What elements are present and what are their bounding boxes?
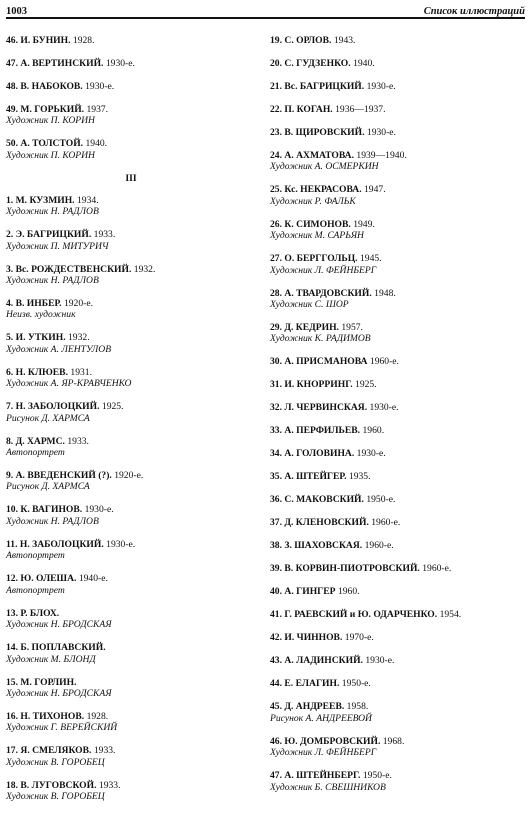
entry-date: 1930-е. [84,504,114,516]
entry-date: 1925. [101,401,124,413]
entry-date: 1957. [341,322,363,334]
entry-date: 1939—1940. [356,150,407,161]
entry-date: 1934. [77,194,99,206]
entry-number: 22. [270,104,282,115]
entry-number: 5. [6,332,14,344]
entry-name: А. ПЕРФИЛЬЕВ. [284,425,361,437]
list-item [270,58,525,69]
list-item [6,711,256,734]
list-item [6,539,256,562]
list-item [270,736,525,759]
entry-number: 8. [6,435,14,447]
entry-number: 25. [270,184,282,196]
list-item [6,195,256,218]
entry-name: П. КОГАН. [284,104,333,115]
entry-date: 1950-е. [362,770,392,782]
entry-date: 1920-е. [114,470,144,482]
list-item [270,219,525,242]
entry-name: А. ГОЛОВИНА. [284,448,355,460]
entry-number: 15. [6,676,18,688]
entry-name: Е. ЕЛАГИН. [284,678,340,690]
entry-name: Д. ХАРМС. [15,435,65,447]
entry-number: 47. [6,58,18,69]
list-item [270,471,525,482]
entry-name: Ю. ДОМБРОВСКИЙ. [284,735,381,747]
entry-name: А. ШТЕЙНБЕРГ. [284,770,361,782]
entry-date: 1935. [348,471,371,483]
entry-number: 20. [270,58,282,69]
list-item [270,586,525,597]
entry-number: 44. [270,678,282,690]
entry-number: 11. [6,538,18,550]
entry-date: 1948. [374,287,396,299]
left-top-list [6,35,256,161]
entry-number: 38. [270,540,282,552]
entry-date: 1940-е. [78,573,108,585]
entry-number: 23. [270,127,282,138]
entry-name: В. ЩИРОВСКИЙ. [284,127,365,138]
entry-name: И. ЧИННОВ. [284,632,343,644]
entry-name: А. ТВАРДОВСКИЙ. [284,287,372,299]
list-item [270,655,525,666]
entry-name: О. БЕРГГОЛЬЦ. [284,253,358,265]
entry-artist: Художник М. САРЬЯН [270,230,364,242]
entry-name: К. СИМОНОВ. [284,218,351,230]
list-item [270,494,525,505]
list-item [270,540,525,551]
entry-name: Н. ТИХОНОВ. [20,710,85,722]
entry-name: Д. КЛЕНОВСКИЙ. [284,517,369,529]
left-column [6,35,256,814]
entry-artist: Художник Н. БРОДСКАЯ [6,619,112,631]
entry-name: И. КНОРРИНГ. [284,379,353,391]
entry-date: 1950-е. [366,494,396,506]
entry-name: Ю. ОЛЕША. [20,573,77,585]
list-item [270,35,525,46]
entry-artist: Художник А. ЛЕНТУЛОВ [6,343,112,355]
entry-name: А. АХМАТОВА. [284,150,354,161]
entry-artist: Художник В. ГОРОБЕЦ [6,756,105,768]
entry-number: 45. [270,701,282,713]
list-item [270,517,525,528]
entry-artist: Художник Н. РАДЛОВ [6,275,99,287]
entry-date: 1930-е. [366,127,396,138]
entry-number: 35. [270,471,282,483]
entry-number: 10. [6,504,18,516]
entry-name: Н. ЗАБОЛОЦКИЙ. [19,538,104,550]
entry-number: 2. [6,229,14,241]
list-item [6,298,256,321]
list-item [270,563,525,574]
list-item [6,608,256,631]
entry-number: 43. [270,655,282,667]
list-item [6,745,256,768]
entry-number: 40. [270,586,282,598]
entry-number: 3. [6,263,14,275]
entry-name: Вс. БАГРИЦКИЙ. [284,81,365,92]
entry-name: В. ИНБЕР. [15,298,62,310]
list-item [270,356,525,367]
entry-artist: Художник Л. ФЕЙНБЕРГ [270,747,377,759]
entry-artist: Художник М. БЛОНД [6,653,96,665]
entry-artist: Художник П. МИТУРИЧ [6,240,109,252]
entry-name: В. ЛУГОВСКОЙ. [20,779,97,791]
entry-name: А. ТОЛСТОЙ. [20,138,84,150]
entry-date: 1930-е. [106,538,136,550]
section-heading: III [125,172,137,184]
entry-name: Э. БАГРИЦКИЙ. [15,229,92,241]
list-item [6,264,256,287]
entry-artist: Неизв. художник [6,309,76,321]
entry-number: 18. [6,779,18,791]
list-item [270,678,525,689]
entry-date: 1943. [333,35,356,46]
list-item [6,470,256,493]
entry-name: А. ВЕРТИНСКИЙ. [20,58,104,69]
entry-date: 1933. [93,745,116,757]
entry-date: 1930-е. [105,58,135,69]
entry-name: Кс. НЕКРАСОВА. [284,184,362,196]
entry-date: 1933. [98,779,121,791]
entry-artist: Рисунок А. АНДРЕЕВОЙ [270,712,372,724]
entry-date: 1930-е. [356,448,386,460]
entry-name: Вс. РОЖДЕСТВЕНСКИЙ. [15,263,132,275]
entry-date: 1940. [353,58,375,69]
entry-name: Р. БЛОХ. [20,607,60,619]
entry-number: 39. [270,563,282,575]
entry-name: И. БУНИН. [20,35,71,46]
entry-name: А. ГИНГЕР [284,586,336,598]
entry-name: Л. ЧЕРВИНСКАЯ. [284,402,368,414]
entry-number: 37. [270,517,282,529]
entry-name: И. УТКИН. [15,332,66,344]
entry-artist: Художник Н. РАДЛОВ [6,515,99,527]
entry-artist: Художник Б. СВЕШНИКОВ [270,781,386,793]
entry-number: 31. [270,379,282,391]
list-item [6,35,256,46]
entry-artist: Автопортрет [6,584,65,596]
entry-date: 1925. [355,379,377,391]
list-item [6,436,256,459]
entry-name: Н. КЛЮЕВ. [15,366,68,378]
entry-name: А. ПРИСМАНОВА [284,356,368,368]
left-bottom-list [6,195,256,803]
list-item [270,425,525,436]
entry-artist: Художник К. РАДИМОВ [270,333,371,345]
entry-name: Д. АНДРЕЕВ. [284,701,345,713]
list-item [270,322,525,345]
entry-number: 16. [6,710,18,722]
list-item [6,504,256,527]
illustration-list [6,35,525,814]
entry-artist: Художник Г. ВЕРЕЙСКИЙ [6,722,118,734]
entry-date: 1936—1937. [335,104,386,115]
entry-number: 32. [270,402,282,414]
entry-date: 1937. [86,104,109,115]
entry-name: С. ОРЛОВ. [284,35,332,46]
entry-name: М. ГОРЬКИЙ. [20,104,85,115]
list-item [6,677,256,700]
entry-date: 1960-е. [371,517,401,529]
entry-number: 42. [270,632,282,644]
entry-artist: Художник Р. ФАЛЬК [270,195,356,207]
entry-artist: Художник В. ГОРОБЕЦ [6,791,105,803]
entry-date: 1968. [382,735,405,747]
list-item [270,448,525,459]
entry-artist: Художник Н. РАДЛОВ [6,206,99,218]
entry-number: 46. [6,35,18,46]
list-item [6,58,256,69]
entry-name: В. КОРВИН-ПИОТРОВСКИЙ. [284,563,420,575]
list-item [270,81,525,92]
entry-artist: Художник С. ШОР [270,299,349,311]
entry-date: 1954. [439,609,462,621]
list-item [6,401,256,424]
entry-date: 1960-е. [422,563,452,575]
list-item [270,184,525,207]
entry-artist: Художник А. ЯР-КРАВЧЕНКО [6,378,132,390]
entry-date: 1949. [353,218,375,230]
entry-number: 7. [6,401,14,413]
entry-date: 1960-е. [364,540,394,552]
list-item [6,642,256,665]
entry-name: Б. ПОПЛАВСКИЙ. [20,642,106,654]
list-item [6,229,256,252]
entry-date: 1960-е. [369,356,399,368]
entry-name: К. ВАГИНОВ. [20,504,83,516]
entry-date: 1945. [359,253,382,265]
list-item [270,104,525,115]
entry-number: 30. [270,356,282,368]
entry-name: Я. СМЕЛЯКОВ. [20,745,92,757]
entry-date: 1930-е. [365,655,395,667]
list-item [6,81,256,92]
entry-number: 33. [270,425,282,437]
right-list [270,35,525,793]
entry-date: 1933. [67,435,89,447]
list-item [6,138,256,161]
list-item [6,332,256,355]
entry-date: 1931. [70,366,92,378]
entry-number: 29. [270,322,282,334]
list-item [6,104,256,127]
entry-date: 1960. [362,425,385,437]
entry-date: 1930-е. [366,81,396,92]
entry-name: С. МАКОВСКИЙ. [284,494,364,506]
entry-date: 1950-е. [341,678,371,690]
entry-number: 50. [6,138,18,150]
entry-name: З. ШАХОВСКАЯ. [284,540,363,552]
list-item [270,609,525,620]
entry-date: 1932. [133,263,156,275]
entry-date: 1958. [346,701,369,713]
entry-number: 17. [6,745,18,757]
entry-name: Д. КЕДРИН. [284,322,339,334]
entry-number: 9. [6,470,14,482]
entry-date: 1947. [364,184,386,196]
entry-date: 1932. [68,332,90,344]
entry-number: 6. [6,366,14,378]
list-item [6,367,256,390]
entry-number: 28. [270,287,282,299]
entry-artist: Художник Н. БРОДСКАЯ [6,687,112,699]
list-item [6,780,256,803]
list-item [270,150,525,173]
running-header [6,4,525,19]
entry-artist: Автопортрет [6,550,65,562]
entry-number: 47. [270,770,282,782]
entry-name: А. ВВЕДЕНСКИЙ (?). [15,470,112,482]
entry-name: М. КУЗМИН. [15,194,75,206]
entry-date: 1928. [86,710,109,722]
entry-number: 1. [6,194,14,206]
entry-name: В. НАБОКОВ. [20,81,83,92]
entry-number: 21. [270,81,282,92]
entry-artist: Автопортрет [6,447,65,459]
list-item [270,402,525,413]
entry-name: М. ГОРЛИН. [20,676,77,688]
entry-name: Н. ЗАБОЛОЦКИЙ. [15,401,100,413]
entry-number: 46. [270,735,282,747]
entry-number: 41. [270,609,282,621]
entry-number: 49. [6,104,18,115]
entry-number: 19. [270,35,282,46]
section-title: Список иллюстраций [423,6,525,17]
entry-date: 1930-е. [85,81,115,92]
entry-date: 1940. [85,138,108,150]
entry-date: 1970-е. [344,632,374,644]
entry-number: 26. [270,218,282,230]
entry-number: 36. [270,494,282,506]
list-item [270,253,525,276]
list-item [270,770,525,793]
list-item [270,127,525,138]
entry-name: Г. РАЕВСКИЙ и Ю. ОДАРЧЕНКО. [284,609,438,621]
page-number: 1003 [6,6,27,17]
entry-number: 13. [6,607,18,619]
entry-artist: Рисунок Д. ХАРМСА [6,412,90,424]
entry-number: 4. [6,298,14,310]
entry-date: 1928. [72,35,95,46]
entry-date: 1960. [337,586,360,598]
entry-number: 14. [6,642,18,654]
entry-artist: Художник П. КОРИН [6,115,95,127]
list-item [270,632,525,643]
list-item [6,573,256,596]
entry-date: 1920-е. [63,298,93,310]
entry-name: А. ШТЕЙГЕР. [284,471,347,483]
entry-artist: Художник А. ОСМЕРКИН [270,161,379,173]
right-column [270,35,525,814]
entry-number: 12. [6,573,18,585]
entry-number: 24. [270,150,282,161]
list-item [270,701,525,724]
entry-number: 48. [6,81,18,92]
entry-artist: Художник Л. ФЕЙНБЕРГ [270,264,377,276]
entry-number: 27. [270,253,282,265]
entry-name: С. ГУДЗЕНКО. [284,58,351,69]
entry-artist: Художник П. КОРИН [6,149,95,161]
list-item [270,379,525,390]
entry-artist: Рисунок Д. ХАРМСА [6,481,90,493]
entry-number: 34. [270,448,282,460]
list-item [270,288,525,311]
entry-date: 1933. [93,229,116,241]
entry-name: А. ЛАДИНСКИЙ. [284,655,363,667]
entry-date: 1930-е. [369,402,399,414]
